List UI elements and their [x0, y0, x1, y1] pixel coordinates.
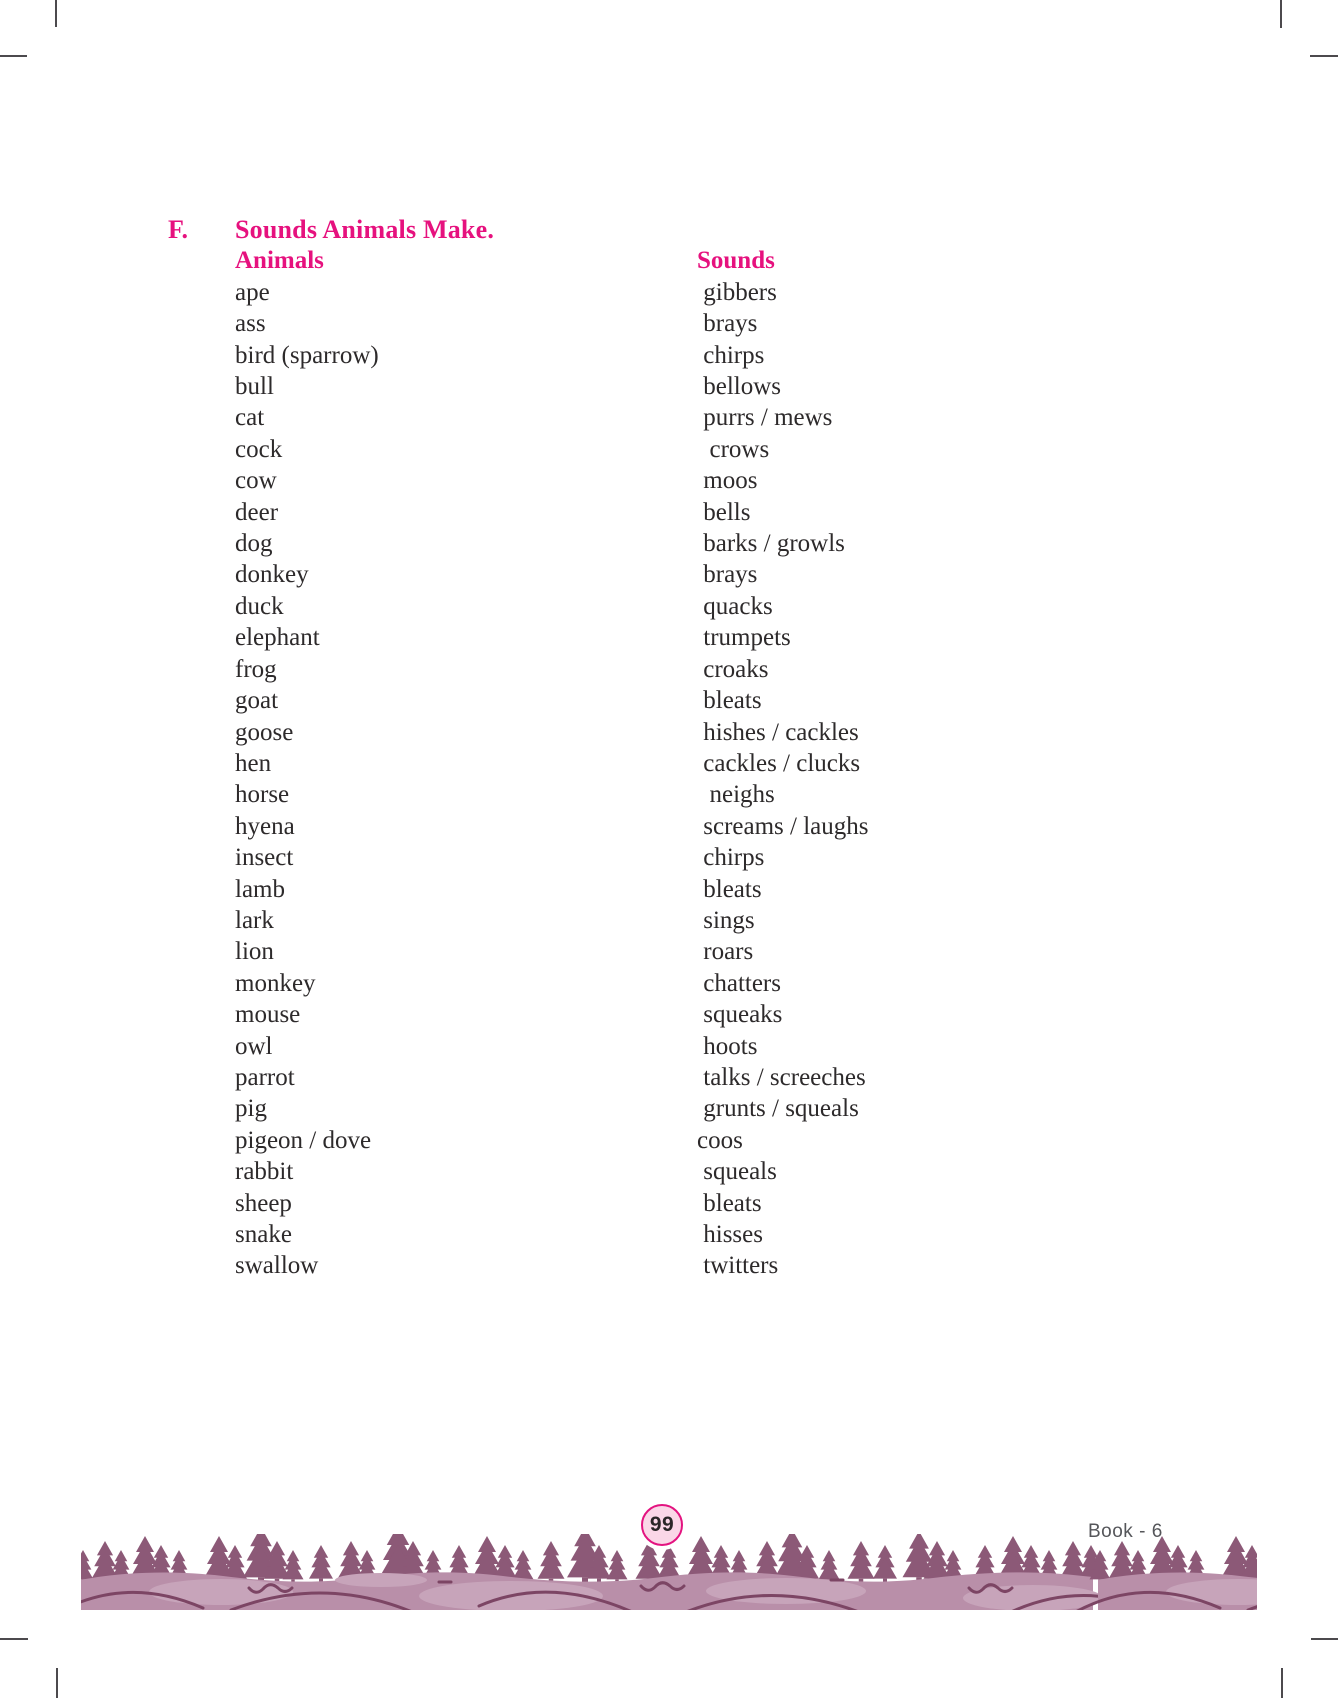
- table-row: [235, 434, 868, 465]
- table-row: [235, 1125, 868, 1156]
- animal-name: ape: [235, 278, 270, 306]
- crop-mark-bottom-right-v: [1281, 1668, 1283, 1698]
- table-row: [235, 811, 868, 842]
- section-heading: [168, 214, 868, 245]
- table-row: [235, 340, 868, 371]
- animal-name: hen: [235, 749, 272, 777]
- animal-name: lark: [235, 906, 274, 934]
- animal-name: pig: [235, 1095, 267, 1123]
- animal-sound: bells: [697, 498, 751, 526]
- table-row: [235, 402, 868, 433]
- animal-name: hyena: [235, 812, 295, 840]
- forest-footer-illustration: [81, 1534, 1257, 1610]
- animal-name: parrot: [235, 1063, 295, 1091]
- animal-sound: crows: [697, 435, 770, 463]
- animal-sound: hishes / cackles: [697, 718, 859, 746]
- crop-mark-bottom-left-v: [56, 1668, 58, 1698]
- animal-name: cow: [235, 467, 277, 495]
- table-row: [235, 1156, 868, 1187]
- animal-name: owl: [235, 1032, 273, 1060]
- animal-name: monkey: [235, 969, 316, 997]
- animal-sound: gibbers: [697, 278, 777, 306]
- animal-sound: twitters: [697, 1252, 779, 1280]
- table-row: [235, 748, 868, 779]
- crop-mark-top-right-h: [1310, 55, 1338, 57]
- animal-sound: grunts / squeals: [697, 1095, 859, 1123]
- animal-sound-table: [235, 245, 868, 1281]
- table-header: [235, 245, 868, 276]
- animal-sound: brays: [697, 310, 758, 338]
- table-row: [235, 779, 868, 810]
- animal-name: bull: [235, 373, 274, 401]
- table-row: [235, 905, 868, 936]
- animal-sound: chatters: [697, 969, 781, 997]
- table-row: [235, 465, 868, 496]
- animal-name: cock: [235, 435, 283, 463]
- table-row: [235, 874, 868, 905]
- animal-name: bird (sparrow): [235, 341, 379, 369]
- animal-name: ass: [235, 310, 266, 338]
- animal-sound: barks / growls: [697, 530, 845, 558]
- page-number: 99: [649, 1513, 675, 1536]
- table-row: [235, 1219, 868, 1250]
- animal-name: lion: [235, 938, 274, 966]
- table-row: [235, 371, 868, 402]
- animal-name: pigeon / dove: [235, 1126, 372, 1154]
- table-row: [235, 717, 868, 748]
- page-number-badge: [641, 1504, 683, 1546]
- animal-sound: bleats: [697, 1189, 762, 1217]
- animal-name: snake: [235, 1221, 292, 1248]
- table-row: [235, 936, 868, 967]
- table-row: [235, 842, 868, 873]
- animal-sound: croaks: [697, 655, 769, 683]
- table-row: [235, 1062, 868, 1093]
- section-label: F.: [168, 215, 188, 244]
- animal-sound: coos: [697, 1126, 743, 1154]
- crop-mark-top-left-v: [55, 0, 57, 27]
- table-row: [235, 1093, 868, 1124]
- crop-mark-top-left-h: [0, 55, 27, 57]
- animal-name: mouse: [235, 1001, 301, 1029]
- animal-sound: chirps: [697, 341, 765, 369]
- animal-name: frog: [235, 655, 277, 683]
- animal-sound: roars: [697, 938, 754, 966]
- table-row: [235, 591, 868, 622]
- crop-mark-top-right-v: [1280, 0, 1282, 28]
- animal-name: rabbit: [235, 1158, 294, 1186]
- animal-sound: sings: [697, 906, 755, 934]
- table-row: [235, 999, 868, 1030]
- book-label: Book - 6: [1088, 1521, 1163, 1542]
- table-row: [235, 1250, 868, 1281]
- animal-name: sheep: [235, 1189, 292, 1217]
- animal-sound: brays: [697, 561, 758, 589]
- animal-sound: hoots: [697, 1032, 758, 1060]
- animal-sound: squeals: [697, 1158, 777, 1186]
- table-row: [235, 528, 868, 559]
- animal-sound: chirps: [697, 844, 765, 872]
- animal-sound: bleats: [697, 687, 762, 715]
- animal-name: elephant: [235, 624, 320, 652]
- column-header-animals: Animals: [235, 247, 324, 275]
- animal-sound-list: [235, 277, 868, 1282]
- animal-name: insect: [235, 844, 294, 872]
- animal-sound: screams / laughs: [697, 812, 869, 840]
- animal-sound: hisses: [697, 1221, 763, 1248]
- animal-sound: quacks: [697, 592, 773, 620]
- animal-sound: neighs: [697, 781, 775, 809]
- animal-name: lamb: [235, 875, 285, 903]
- animal-sound: trumpets: [697, 624, 791, 652]
- crop-mark-bottom-left-h: [0, 1638, 28, 1640]
- animal-sound: squeaks: [697, 1001, 783, 1029]
- animal-name: swallow: [235, 1252, 319, 1280]
- animal-sound: moos: [697, 467, 758, 495]
- crop-mark-bottom-right-h: [1311, 1638, 1338, 1640]
- table-row: [235, 622, 868, 653]
- animal-name: dog: [235, 530, 273, 558]
- animal-sound: talks / screeches: [697, 1063, 866, 1091]
- animal-name: goose: [235, 718, 294, 746]
- animal-sound: bleats: [697, 875, 762, 903]
- exercise-section: [168, 214, 868, 1282]
- table-row: [235, 308, 868, 339]
- table-row: [235, 1188, 868, 1219]
- table-row: [235, 685, 868, 716]
- table-row: [235, 559, 868, 590]
- animal-sound: cackles / clucks: [697, 749, 861, 777]
- animal-name: goat: [235, 687, 279, 715]
- animal-name: horse: [235, 781, 290, 809]
- animal-name: deer: [235, 498, 279, 526]
- animal-sound: purrs / mews: [697, 404, 833, 432]
- table-row: [235, 497, 868, 528]
- animal-name: cat: [235, 404, 265, 432]
- table-row: [235, 968, 868, 999]
- animal-sound: bellows: [697, 373, 782, 401]
- table-row: [235, 277, 868, 308]
- column-header-sounds: Sounds: [697, 247, 775, 275]
- section-title: Sounds Animals Make.: [235, 215, 495, 244]
- table-row: [235, 654, 868, 685]
- animal-name: donkey: [235, 561, 309, 589]
- animal-name: duck: [235, 592, 284, 620]
- table-row: [235, 1031, 868, 1062]
